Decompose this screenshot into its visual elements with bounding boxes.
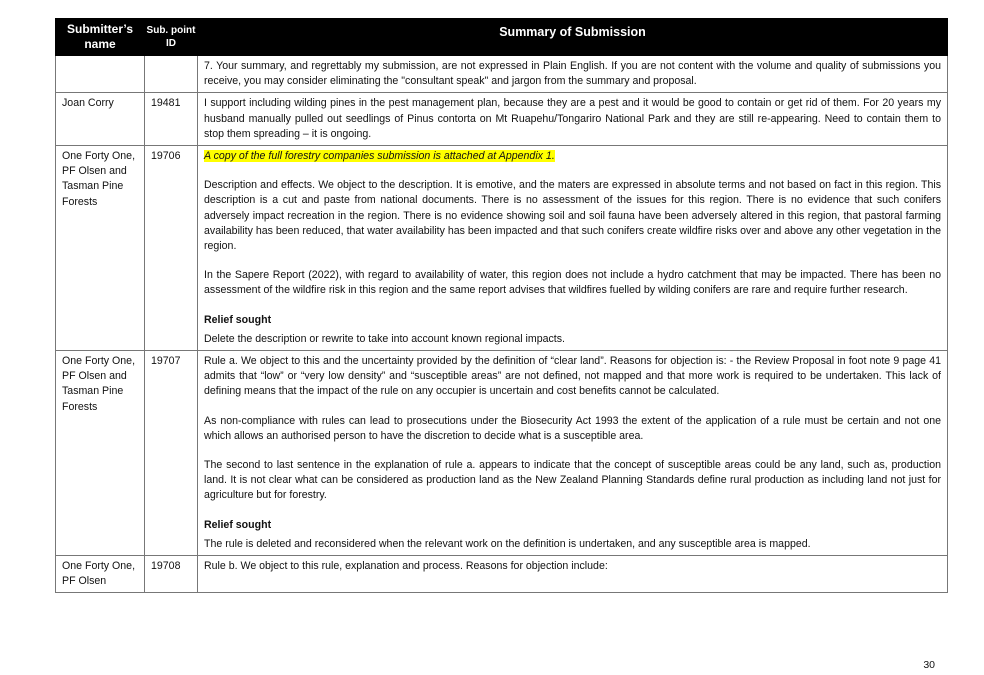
highlighted-text: A copy of the full forestry companies submission is attached at Appendix 1.: [204, 150, 555, 163]
table-row: [56, 351, 948, 556]
appendix-note: [204, 149, 941, 164]
table-row: [56, 146, 948, 351]
header-sub-point-id: Sub. point ID: [145, 19, 198, 56]
submitter-cell: One Forty One, PF Olsen and Tasman Pine Forests: [56, 146, 145, 351]
submitter-cell: Joan Corry: [56, 93, 145, 146]
table-row: [56, 93, 948, 146]
header-submitter-name: Submitter’s name: [56, 19, 145, 56]
summary-cell: [198, 146, 948, 351]
sub-point-cell: 19706: [145, 146, 198, 351]
summary-cell: [198, 556, 948, 593]
submitter-cell: One Forty One, PF Olsen and Tasman Pine Forests: [56, 351, 145, 556]
summary-paragraph: In the Sapere Report (2022), with regard to availability of water, this region does not include a hydro catchment that may be impacted. There has been no assessment of the wildfire risk in this region and the same report advises that wildfires fuelled by wilding conifers are rare and require further research.: [204, 269, 941, 297]
relief-sought-heading: Relief sought: [204, 313, 272, 326]
summary-paragraph: Rule a. We object to this and the uncertainty provided by the definition of “clear land”. Reasons for objection is: - the Review Proposal in foot note 9 page 41 admits that “low” or “very low density” and “susceptible areas” are not defined, not mapped and that more work is required to be undertaken. This lack of defining means that the impact of the rule on any occupier is uncertain and cost benefits cannot be calculated.: [204, 355, 941, 398]
summary-cell: [198, 56, 948, 93]
sub-point-cell: [145, 56, 198, 93]
summary-paragraph: Description and effects. We object to the description. It is emotive, and the maters are expressed in absolute terms and not based on fact in this region. This description is a cut and paste from national documents. There is no assessment of the issues for this region. There is no evidence that such conifers adversely impact recreation in the region. There is no evidence showing soil and soil fauna have been adversely altered in this region, that pastoral farming availability has been reduced, that water availability has been impacted and that such conifers create wildfire risks over and above any other vegetation in the region.: [204, 179, 941, 253]
summary-paragraph: 7. Your summary, and regrettably my submission, are not expressed in Plain English. If you are not content with the volume and quality of submissions you receive, you may consider eliminating the "consultant speak" and jargon from the summary and proposal.: [204, 60, 941, 88]
summary-paragraph: I support including wilding pines in the pest management plan, because they are a pest and it would be good to contain or get rid of them. For 20 years my husband manually pulled out seedlings of Pinus contorta on Mt Ruapehu/Tongariro National Park and they are still re-appearing. Need to contain them to stop them spreading – it is ongoing.: [204, 97, 941, 140]
sub-point-cell: 19481: [145, 93, 198, 146]
summary-paragraph: Rule b. We object to this rule, explanation and process. Reasons for objection include:: [204, 560, 608, 573]
header-row: [56, 19, 948, 56]
sub-point-cell: 19707: [145, 351, 198, 556]
summary-cell: [198, 351, 948, 556]
table-row: [56, 556, 948, 593]
relief-sought-heading: Relief sought: [204, 518, 272, 531]
submitter-cell: [56, 56, 145, 93]
table-row: [56, 56, 948, 93]
summary-cell: [198, 93, 948, 146]
header-summary: Summary of Submission: [198, 19, 948, 56]
summary-paragraph: As non-compliance with rules can lead to prosecutions under the Biosecurity Act 1993 the extent of the application of a rule must be certain and not one which allows an authorised person to have the discretion to decide what is a susceptible area.: [204, 414, 941, 442]
submissions-table: [55, 18, 948, 593]
sub-point-cell: 19708: [145, 556, 198, 593]
relief-sought-text: Delete the description or rewrite to take into account known regional impacts.: [204, 332, 565, 345]
summary-paragraph: The second to last sentence in the explanation of rule a. appears to indicate that the concept of susceptible areas could be any land, such as, production land. It is not clear what can be considered as production land as the New Zealand Planning Standards define rural production as including land not just for agriculture but for forestry.: [204, 459, 941, 502]
page-number: 30: [923, 659, 935, 671]
submitter-cell: One Forty One, PF Olsen: [56, 556, 145, 593]
relief-sought-text: The rule is deleted and reconsidered when the relevant work on the definition is undertaken, and any susceptible area is mapped.: [204, 537, 811, 550]
